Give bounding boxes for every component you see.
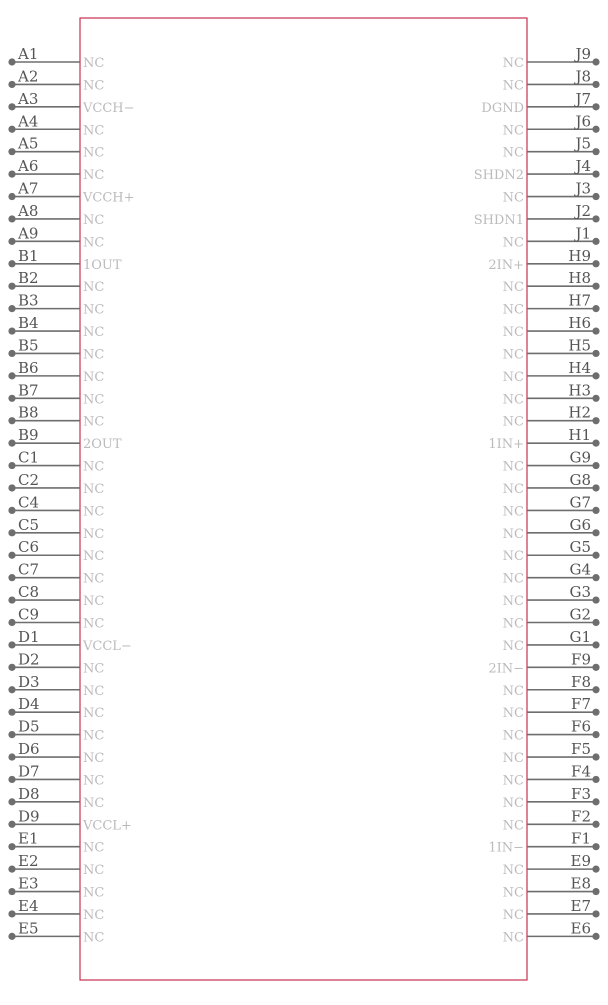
pin-endpoint-dot — [592, 866, 599, 873]
pin-number-label: A2 — [18, 67, 39, 86]
pin-endpoint-dot — [592, 574, 599, 581]
pin-name-label: NC — [502, 706, 524, 722]
pin-endpoint-dot — [8, 776, 15, 783]
pin-endpoint-dot — [592, 58, 599, 65]
pin-name-label: NC — [83, 414, 105, 430]
pin-number-label: H9 — [568, 246, 591, 265]
pin-number-label: E1 — [18, 829, 39, 848]
pin-name-label: NC — [502, 638, 524, 654]
pin-name-label: NC — [502, 907, 524, 923]
pin-number-label: C6 — [18, 538, 40, 557]
pin-number-label: H7 — [568, 291, 591, 310]
pin-name-label: 2IN+ — [488, 257, 524, 273]
pin-number-label: J2 — [575, 201, 591, 220]
pin-name-label: NC — [502, 818, 524, 834]
pin-number-label: E5 — [18, 919, 39, 938]
pin-number-label: C2 — [18, 470, 40, 489]
pin-number-label: J8 — [575, 67, 591, 86]
pin-endpoint-dot — [592, 440, 599, 447]
pin-endpoint-dot — [592, 776, 599, 783]
pin-name-label: NC — [83, 549, 105, 565]
pin-name-label: NC — [83, 302, 105, 318]
pin-endpoint-dot — [8, 552, 15, 559]
pin-number-label: B8 — [18, 403, 39, 422]
pin-name-label: NC — [83, 347, 105, 363]
pin-name-label: 2IN− — [488, 661, 524, 677]
pin-endpoint-dot — [8, 215, 15, 222]
pin-e6 — [503, 919, 600, 945]
pin-endpoint-dot — [592, 193, 599, 200]
pin-endpoint-dot — [8, 372, 15, 379]
pin-endpoint-dot — [592, 462, 599, 469]
pin-number-label: H2 — [568, 403, 591, 422]
pin-name-label: NC — [83, 616, 105, 632]
pin-name-label: NC — [83, 594, 105, 610]
pin-number-label: F7 — [571, 695, 591, 714]
pin-number-label: B2 — [18, 269, 39, 288]
pin-number-label: A5 — [18, 134, 39, 153]
pin-endpoint-dot — [8, 574, 15, 581]
pin-endpoint-dot — [592, 529, 599, 536]
pin-name-label: NC — [502, 325, 524, 341]
pin-endpoint-dot — [592, 81, 599, 88]
pin-name-label: NC — [502, 683, 524, 699]
pin-number-label: E2 — [18, 852, 39, 871]
pin-endpoint-dot — [8, 462, 15, 469]
pin-name-label: NC — [502, 728, 524, 744]
pin-endpoint-dot — [8, 888, 15, 895]
pin-number-label: J5 — [575, 134, 591, 153]
pin-endpoint-dot — [8, 58, 15, 65]
pin-name-label: 1OUT — [83, 257, 122, 273]
pin-number-label: E3 — [18, 874, 39, 893]
pin-number-label: A4 — [18, 112, 39, 131]
pin-name-label: NC — [83, 706, 105, 722]
pin-name-label: NC — [83, 840, 105, 856]
pin-name-label: NC — [83, 78, 105, 94]
pin-endpoint-dot — [8, 619, 15, 626]
pin-name-label: 1IN+ — [488, 437, 524, 453]
pin-endpoint-dot — [592, 753, 599, 760]
pin-endpoint-dot — [592, 395, 599, 402]
pin-endpoint-dot — [8, 709, 15, 716]
pin-endpoint-dot — [8, 103, 15, 110]
pin-endpoint-dot — [8, 641, 15, 648]
pin-endpoint-dot — [8, 148, 15, 155]
pin-name-label: NC — [83, 885, 105, 901]
pin-number-label: G2 — [569, 605, 591, 624]
pin-endpoint-dot — [592, 596, 599, 603]
pin-endpoint-dot — [8, 866, 15, 873]
pin-endpoint-dot — [592, 933, 599, 940]
pin-endpoint-dot — [592, 238, 599, 245]
pin-name-label: NC — [502, 392, 524, 408]
pin-number-label: A6 — [18, 157, 39, 176]
pin-endpoint-dot — [592, 686, 599, 693]
pin-name-label: NC — [502, 571, 524, 587]
pin-number-label: D2 — [18, 650, 40, 669]
pin-endpoint-dot — [592, 619, 599, 626]
pin-endpoint-dot — [8, 664, 15, 671]
pin-name-label: NC — [83, 459, 105, 475]
pin-number-label: H4 — [568, 358, 591, 377]
pin-number-label: F1 — [571, 829, 591, 848]
pin-name-label: VCCL+ — [83, 818, 132, 834]
pin-number-label: E9 — [570, 852, 591, 871]
pin-name-label: NC — [83, 504, 105, 520]
pin-endpoint-dot — [8, 238, 15, 245]
pin-name-label: NC — [502, 369, 524, 385]
pin-number-label: F9 — [571, 650, 591, 669]
pin-number-label: A7 — [18, 179, 39, 198]
pin-endpoint-dot — [8, 305, 15, 312]
pin-name-label: NC — [502, 863, 524, 879]
pin-endpoint-dot — [592, 731, 599, 738]
pin-endpoint-dot — [8, 193, 15, 200]
pin-number-label: E8 — [570, 874, 591, 893]
pin-endpoint-dot — [8, 350, 15, 357]
pin-endpoint-dot — [8, 126, 15, 133]
pin-name-label: NC — [83, 235, 105, 251]
pin-name-label: SHDN2 — [473, 168, 524, 184]
pin-number-label: D1 — [18, 627, 40, 646]
pin-number-label: J1 — [575, 224, 591, 243]
pin-number-label: B7 — [18, 381, 39, 400]
pin-endpoint-dot — [592, 664, 599, 671]
pin-number-label: D6 — [18, 740, 40, 759]
pin-name-label: NC — [502, 773, 524, 789]
pin-name-label: NC — [502, 481, 524, 497]
pin-number-label: G7 — [569, 493, 591, 512]
pin-number-label: C1 — [18, 448, 40, 467]
pin-endpoint-dot — [8, 81, 15, 88]
pin-endpoint-dot — [8, 731, 15, 738]
pin-endpoint-dot — [592, 372, 599, 379]
pin-number-label: H8 — [568, 269, 591, 288]
pin-endpoint-dot — [592, 888, 599, 895]
pin-number-label: B4 — [18, 314, 39, 333]
pin-name-label: NC — [83, 123, 105, 139]
pin-endpoint-dot — [8, 395, 15, 402]
pin-name-label: NC — [502, 616, 524, 632]
pin-name-label: NC — [83, 795, 105, 811]
left-pin-column — [8, 45, 134, 945]
pin-endpoint-dot — [8, 327, 15, 334]
pin-number-label: G8 — [569, 470, 591, 489]
pin-endpoint-dot — [8, 260, 15, 267]
pin-endpoint-dot — [8, 843, 15, 850]
pin-endpoint-dot — [8, 171, 15, 178]
pin-name-label: NC — [502, 123, 524, 139]
pin-number-label: D3 — [18, 672, 40, 691]
pin-name-label: NC — [83, 661, 105, 677]
pin-number-label: G6 — [569, 515, 591, 534]
pin-number-label: E4 — [18, 896, 39, 915]
pin-e5 — [8, 919, 104, 945]
pin-endpoint-dot — [592, 215, 599, 222]
pin-name-label: NC — [83, 145, 105, 161]
pin-name-label: NC — [83, 369, 105, 385]
pin-name-label: NC — [502, 930, 524, 946]
pin-number-label: B6 — [18, 358, 39, 377]
pin-name-label: NC — [83, 481, 105, 497]
pin-endpoint-dot — [592, 327, 599, 334]
pin-number-label: F3 — [571, 784, 591, 803]
pin-number-label: H5 — [568, 336, 591, 355]
pin-endpoint-dot — [8, 753, 15, 760]
pin-name-label: NC — [502, 347, 524, 363]
pin-name-label: NC — [83, 683, 105, 699]
pin-number-label: D9 — [18, 807, 40, 826]
pin-endpoint-dot — [592, 260, 599, 267]
pin-name-label: NC — [502, 414, 524, 430]
pin-endpoint-dot — [8, 484, 15, 491]
pin-endpoint-dot — [592, 821, 599, 828]
pin-name-label: NC — [502, 78, 524, 94]
pin-number-label: F6 — [571, 717, 591, 736]
pin-endpoint-dot — [592, 910, 599, 917]
pin-name-label: NC — [83, 168, 105, 184]
pin-number-label: F2 — [571, 807, 591, 826]
pin-name-label: NC — [83, 280, 105, 296]
pin-endpoint-dot — [592, 709, 599, 716]
pin-number-label: E6 — [570, 919, 591, 938]
pin-endpoint-dot — [8, 910, 15, 917]
pin-endpoint-dot — [592, 552, 599, 559]
pin-name-label: NC — [502, 526, 524, 542]
pin-number-label: C9 — [18, 605, 40, 624]
pin-name-label: NC — [502, 280, 524, 296]
pin-name-label: NC — [83, 863, 105, 879]
pin-endpoint-dot — [592, 148, 599, 155]
pin-endpoint-dot — [592, 641, 599, 648]
pin-number-label: J4 — [575, 157, 591, 176]
pin-name-label: NC — [502, 751, 524, 767]
pin-number-label: B1 — [18, 246, 39, 265]
pin-number-label: D5 — [18, 717, 40, 736]
pin-name-label: NC — [502, 56, 524, 71]
pin-endpoint-dot — [8, 821, 15, 828]
pin-number-label: G4 — [569, 560, 591, 579]
pin-endpoint-dot — [592, 171, 599, 178]
pin-number-label: A9 — [18, 224, 39, 243]
pin-endpoint-dot — [592, 126, 599, 133]
pin-number-label: G5 — [569, 538, 591, 557]
pin-number-label: H3 — [568, 381, 591, 400]
pin-endpoint-dot — [592, 283, 599, 290]
pin-name-label: NC — [502, 504, 524, 520]
pin-number-label: B5 — [18, 336, 39, 355]
pin-name-label: NC — [502, 594, 524, 610]
pin-number-label: H6 — [568, 314, 591, 333]
pin-name-label: NC — [502, 459, 524, 475]
pin-endpoint-dot — [592, 843, 599, 850]
pin-endpoint-dot — [8, 440, 15, 447]
pin-name-label: NC — [502, 549, 524, 565]
pin-number-label: B9 — [18, 426, 39, 445]
pin-number-label: E7 — [570, 896, 591, 915]
pin-name-label: VCCL− — [83, 638, 132, 654]
pin-name-label: NC — [83, 728, 105, 744]
pin-name-label: VCCH+ — [83, 190, 135, 206]
pin-name-label: NC — [83, 751, 105, 767]
pin-number-label: B3 — [18, 291, 39, 310]
pin-name-label: VCCH− — [83, 100, 135, 116]
pin-number-label: F4 — [571, 762, 591, 781]
pin-name-label: NC — [502, 235, 524, 251]
pin-endpoint-dot — [8, 798, 15, 805]
pin-endpoint-dot — [592, 305, 599, 312]
pin-name-label: NC — [83, 392, 105, 408]
pin-name-label: NC — [83, 212, 105, 228]
pin-name-label: NC — [83, 907, 105, 923]
pin-number-label: D8 — [18, 784, 40, 803]
pin-name-label: NC — [502, 145, 524, 161]
pin-endpoint-dot — [8, 417, 15, 424]
pin-number-label: C8 — [18, 583, 40, 602]
pin-name-label: NC — [83, 526, 105, 542]
pin-number-label: D4 — [18, 695, 40, 714]
pin-endpoint-dot — [592, 484, 599, 491]
pin-number-label: F5 — [571, 740, 591, 759]
right-pin-column — [474, 45, 600, 945]
pin-number-label: A1 — [18, 45, 39, 63]
pin-number-label: G9 — [569, 448, 591, 467]
pin-number-label: G3 — [569, 583, 591, 602]
pin-name-label: DGND — [481, 100, 524, 116]
pin-number-label: A3 — [18, 89, 39, 108]
pin-number-label: D7 — [18, 762, 40, 781]
pin-name-label: NC — [83, 930, 105, 946]
pin-number-label: J7 — [575, 89, 591, 108]
pin-name-label: NC — [502, 795, 524, 811]
pin-endpoint-dot — [592, 798, 599, 805]
pin-name-label: SHDN1 — [473, 212, 524, 228]
pin-number-label: J9 — [575, 45, 591, 63]
pin-endpoint-dot — [592, 417, 599, 424]
pin-endpoint-dot — [592, 350, 599, 357]
pin-number-label: J3 — [575, 179, 591, 198]
pin-number-label: C7 — [18, 560, 40, 579]
pin-endpoint-dot — [8, 933, 15, 940]
ic-body-outline — [80, 18, 527, 980]
pin-endpoint-dot — [592, 507, 599, 514]
pin-name-label: NC — [502, 302, 524, 318]
pin-endpoint-dot — [8, 686, 15, 693]
pin-number-label: F8 — [571, 672, 591, 691]
pin-name-label: 2OUT — [83, 437, 122, 453]
pin-name-label: NC — [502, 885, 524, 901]
pin-endpoint-dot — [8, 283, 15, 290]
pin-endpoint-dot — [8, 596, 15, 603]
pin-name-label: NC — [502, 190, 524, 206]
pin-name-label: NC — [83, 571, 105, 587]
pin-number-label: J6 — [575, 112, 591, 131]
pin-number-label: C4 — [18, 493, 40, 512]
pin-number-label: C5 — [18, 515, 40, 534]
pin-endpoint-dot — [8, 529, 15, 536]
pin-endpoint-dot — [592, 103, 599, 110]
pin-endpoint-dot — [8, 507, 15, 514]
pin-number-label: G1 — [569, 627, 591, 646]
pin-number-label: A8 — [18, 201, 39, 220]
pin-name-label: NC — [83, 56, 105, 71]
pin-name-label: NC — [83, 325, 105, 341]
pin-name-label: NC — [83, 773, 105, 789]
pin-name-label: 1IN− — [488, 840, 524, 856]
pin-number-label: H1 — [568, 426, 591, 445]
